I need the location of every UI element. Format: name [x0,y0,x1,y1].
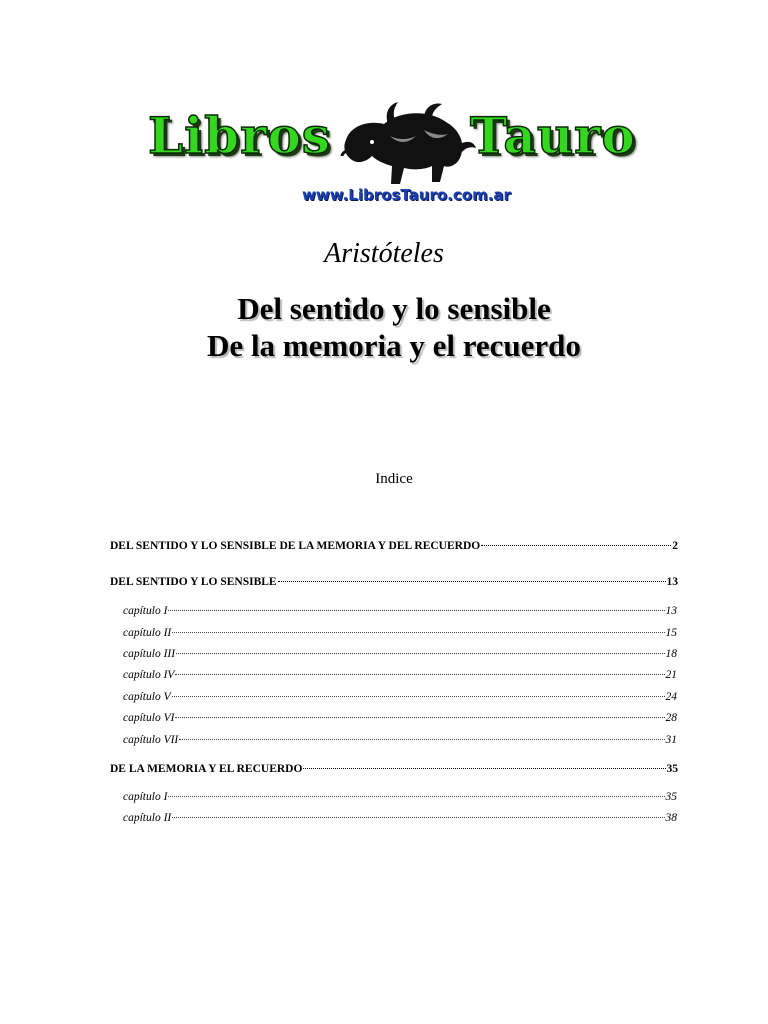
toc-leader [278,581,666,582]
toc-entry-page: 18 [665,648,677,660]
toc-leader [303,768,665,769]
toc-entry-label: capítulo I [123,605,168,617]
toc-entry-page: 15 [665,627,677,639]
toc-entry[interactable] [123,605,677,617]
toc-entry[interactable] [123,712,677,724]
title-line-2: De la memoria y el recuerdo [207,328,581,363]
toc-entry[interactable] [123,734,677,746]
toc-entry-label: capítulo I [123,791,168,803]
toc-entry-page: 35 [666,763,678,775]
toc-entry-label: capítulo II [123,627,172,639]
toc-entry[interactable] [110,763,678,775]
libros-tauro-logo [148,100,638,210]
toc-entry-page: 28 [665,712,677,724]
logo-url: www.LibrosTauro.com.ar [302,186,511,204]
index-heading: Indice [375,471,413,487]
toc-leader [179,739,664,740]
toc-entry[interactable] [110,540,678,552]
bull-icon [328,100,478,195]
toc-entry-label: capítulo III [123,648,176,660]
toc-leader [172,817,664,818]
toc-leader [168,796,664,797]
toc-entry-label: DEL SENTIDO Y LO SENSIBLE DE LA MEMORIA Y DEL RECUERDO [110,540,481,552]
toc-entry[interactable] [123,648,677,660]
toc-leader [175,717,664,718]
toc-entry[interactable] [110,576,678,588]
toc-leader [175,674,664,675]
toc-entry-page: 21 [665,669,677,681]
toc-leader [481,545,671,546]
toc-entry-label: DE LA MEMORIA Y EL RECUERDO [110,763,303,775]
toc-entry[interactable] [123,812,677,824]
toc-entry-page: 13 [666,576,678,588]
toc-entry[interactable] [123,627,677,639]
toc-leader [172,696,665,697]
toc-entry-page: 13 [665,605,677,617]
toc-entry[interactable] [123,791,677,803]
toc-entry[interactable] [123,691,677,703]
toc-entry-label: capítulo IV [123,669,175,681]
toc-entry-label: capítulo VI [123,712,175,724]
toc-entry-page: 2 [672,540,678,552]
toc-leader [168,610,664,611]
toc-entry-page: 35 [665,791,677,803]
toc-entry-page: 24 [665,691,677,703]
logo-word-tauro: Tauro [470,106,636,165]
author-name: Aristóteles [324,238,444,269]
toc-leader [172,632,664,633]
toc-entry[interactable] [123,669,677,681]
toc-entry-label: capítulo VII [123,734,179,746]
toc-entry-label: capítulo II [123,812,172,824]
toc-entry-label: DEL SENTIDO Y LO SENSIBLE [110,576,277,588]
toc-entry-page: 31 [665,734,677,746]
toc-entry-page: 38 [665,812,677,824]
logo-word-libros: Libros [148,106,331,165]
toc-entry-label: capítulo V [123,691,171,703]
toc-leader [176,653,664,654]
title-line-1: Del sentido y lo sensible [237,291,551,326]
